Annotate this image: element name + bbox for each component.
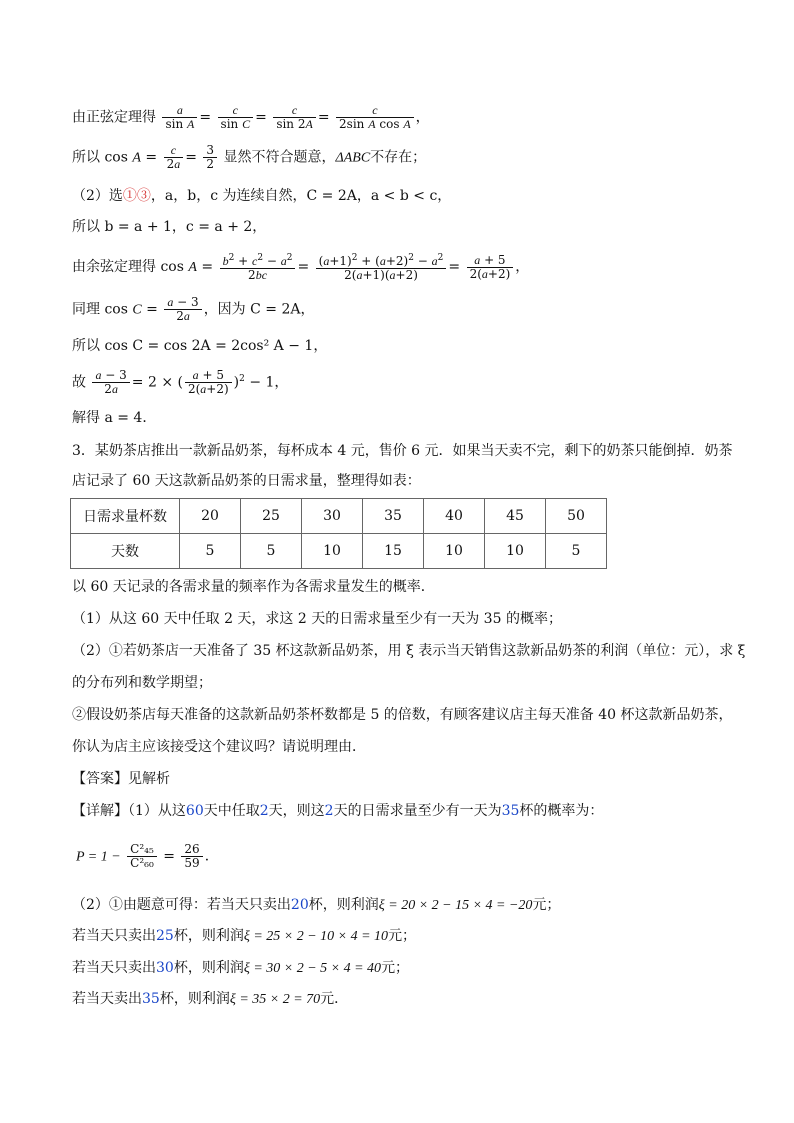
detail-text: 天的日需求量至少有一天为 [333, 803, 502, 819]
table-cell: 50 [546, 499, 607, 534]
table-cell: 10 [485, 534, 546, 569]
detail-number: 30 [156, 960, 174, 976]
answer-line [72, 769, 170, 789]
table-cell: 25 [241, 499, 302, 534]
frac-3-2: $\frac{3}{2}$ [203, 144, 217, 171]
detail-text: 若当天卖出 [72, 991, 142, 1007]
cosC-mid: ，因为 C = 2A， [203, 301, 315, 318]
detail-number: 60 [185, 803, 204, 819]
table-cell: 30 [302, 499, 363, 534]
formula-prefix: P = 1 − [76, 849, 121, 865]
solve-line: 解得 a = 4． [72, 410, 157, 426]
profit-formula: ξ = 30 × 2 − 5 × 4 = 40 [243, 961, 382, 976]
profit-line-20 [72, 895, 560, 916]
table-cell: 5 [546, 534, 607, 569]
question-2a: （2）①若奶茶店一天准备了 35 杯这款新品奶茶，用 ξ 表示当天销售这款新品奶茶的利润（单位：元），求 ξ [72, 643, 746, 659]
detail-number: 35 [501, 803, 520, 819]
profit-line-35 [72, 989, 348, 1010]
sine-law-prefix: 由正弦定理得 [72, 109, 156, 126]
table-cell: 5 [180, 534, 241, 569]
problem3-line2: 店记录了 60 天这款新品奶茶的日需求量，整理得如表： [72, 473, 421, 489]
detail-text: 元； [388, 928, 417, 944]
detail-number: 25 [156, 928, 174, 944]
detail-text: 天，则这 [268, 803, 325, 819]
detail-tag: 【详解】 [72, 803, 128, 819]
problem3-line1: 3．某奶茶店推出一款新品奶茶，每杯成本 4 元，售价 6 元．如果当天卖不完，剩下的奶茶只能倒掉．奶茶 [72, 443, 733, 459]
frac-cosine-3: $\frac{a + 5}{2(a+2)}$ [467, 254, 514, 281]
b-c-line: 所以 b = a + 1，c = a + 2， [72, 219, 267, 235]
table-cell: 40 [424, 499, 485, 534]
detail-text: 元； [381, 960, 410, 976]
answer-tag: 【答案】 [72, 771, 128, 787]
detail-text: 若当天只卖出 [72, 960, 156, 976]
profit-formula: ξ = 25 × 2 − 10 × 4 = 10 [243, 929, 389, 944]
detail-text: 若当天只卖出 [72, 928, 156, 944]
formula-end: ． [204, 848, 219, 865]
detail-text: 杯，则利润 [173, 960, 244, 976]
frac-eq-left: $\frac{a - 3}{2a}$ [92, 369, 129, 396]
question-2b: 的分布列和数学期望； [72, 675, 212, 691]
frac-cosine-1: $\frac{b^2 + c^2 - a^2}{2bc}$ [220, 252, 296, 282]
table-cell: 10 [424, 534, 485, 569]
profit-formula: ξ = 20 × 2 − 15 × 4 = −20 [378, 898, 533, 913]
cosC-prefix: 同理 [72, 301, 100, 318]
frac-c-sin2A: $\frac{c}{\sin 2A}$ [273, 104, 316, 131]
cosine-law-prefix: 由余弦定理得 [72, 259, 156, 275]
profit-line-30 [72, 958, 409, 979]
frac-eq-right: $\frac{a + 5}{2(a+2)}$ [185, 369, 232, 396]
sine-law-line: 由正弦定理得 $\frac{a}{\text{sin A}}$ = $\frac{c}{\text{sin C}}$ = $\frac{c}{\sin 2A}$ = $\frac{c}{\text{2sin A cos A}}$ ， [72, 103, 430, 131]
cosA-line: 所以 cos A = $\frac{c}{2a}$ = $\frac{3}{2}$ 显然不符合题意，ΔABC不存在； [72, 143, 427, 171]
choice-line [72, 186, 451, 206]
table-row [71, 534, 607, 569]
detail-text: （1）从这 [128, 803, 186, 819]
result-denominator: 59 [181, 856, 202, 870]
equation-prefix: 故 [72, 374, 86, 391]
frac-c-sinC: $\frac{c}{\text{sin C}}$ [218, 104, 254, 131]
combination-numerator: C²₄₅ [130, 842, 154, 856]
choice-text: ，a，b，c 为连续自然，C = 2A，a < b < c， [150, 188, 452, 204]
table-cell: 5 [241, 534, 302, 569]
demand-table [70, 498, 607, 569]
table-cell: 45 [485, 499, 546, 534]
detail-number: 20 [290, 897, 309, 913]
detail-number: 2 [259, 803, 269, 819]
cosC-line: 同理 cos C = $\frac{a - 3}{2a}$ ，因为 C = 2A， [72, 295, 315, 323]
frac-c-2sinAcosA: $\frac{c}{\text{2sin A cos A}}$ [336, 104, 414, 131]
table-header-label: 日需求量杯数 [71, 499, 180, 534]
question-2d: 你认为店主应该接受这个建议吗？请说明理由． [72, 739, 366, 755]
choice-marker: ①③ [122, 188, 151, 204]
frac-a-3-2a: $\frac{a - 3}{2a}$ [164, 296, 201, 323]
detail-text: 杯的概率为： [519, 803, 604, 819]
combination-denominator: C²₆₀ [127, 856, 157, 870]
frac-combination [127, 843, 157, 870]
cosA-prefix: 所以 [72, 149, 100, 166]
profit-formula: ξ = 35 × 2 = 70 [229, 992, 321, 1007]
answer-text: 见解析 [128, 771, 170, 787]
cos2A-line: 所以 cos C = cos 2A = 2cos² A − 1， [72, 338, 328, 354]
cosine-law-line: 由余弦定理得 cos A = $\frac{b^2 + c^2 - a^2}{2bc}$ = $\frac{(a+1)^2 + (a+2)^2 - a^2}{2(a+1)(a+2)}$ = $\frac{a + 5}{2(a+2)}$ ， [72, 252, 530, 282]
probability-formula [76, 843, 219, 870]
detail-text: 元． [320, 991, 349, 1007]
table-cell: 20 [180, 499, 241, 534]
frac-c-2a: $\frac{c}{2a}$ [164, 144, 184, 171]
detail-text: 杯，则利润 [308, 897, 379, 913]
cosA-tail: 不存在； [370, 149, 427, 166]
probability-note: 以 60 天记录的各需求量的频率作为各需求量发生的概率． [72, 579, 435, 595]
detail-text: 杯，则利润 [159, 991, 230, 1007]
cosA-mid: 显然不符合题意， [223, 149, 336, 166]
equation-line: 故 $\frac{a - 3}{2a}$ = 2 × ( $\frac{a + 5}{2(a+2)}$ )$^2$ − 1， [72, 368, 289, 397]
detail-number: 35 [142, 991, 160, 1007]
frac-result [181, 843, 202, 870]
detail-line-1 [72, 801, 603, 821]
frac-a-sinA: $\frac{a}{\text{sin A}}$ [162, 104, 197, 131]
table-cell: 35 [363, 499, 424, 534]
formula-equals: = [163, 848, 175, 865]
detail-text: 元； [532, 897, 561, 913]
detail-text: 天中任取 [203, 803, 260, 819]
table-cell: 10 [302, 534, 363, 569]
frac-cosine-2: $\frac{(a+1)^2 + (a+2)^2 - a^2}{2(a+1)(a+2)}$ [316, 252, 447, 282]
choice-prefix: （2）选 [72, 188, 123, 204]
table-row-label: 天数 [71, 534, 180, 569]
detail-text: 杯，则利润 [173, 928, 244, 944]
question-1: （1）从这 60 天中任取 2 天，求这 2 天的日需求量至少有一天为 35 的概率； [72, 611, 562, 627]
question-2c: ②假设奶茶店每天准备的这款新品奶茶杯数都是 5 的倍数，有顾客建议店主每天准备 40 杯这款新品奶茶， [72, 707, 733, 723]
result-numerator: 26 [184, 842, 200, 856]
table-cell: 15 [363, 534, 424, 569]
detail-number: 2 [324, 803, 334, 819]
table-row [71, 499, 607, 534]
profit-line-25 [72, 926, 416, 947]
detail-text: （2）①由题意可得：若当天只卖出 [72, 897, 291, 913]
triangle-label: ΔABC [335, 150, 371, 166]
